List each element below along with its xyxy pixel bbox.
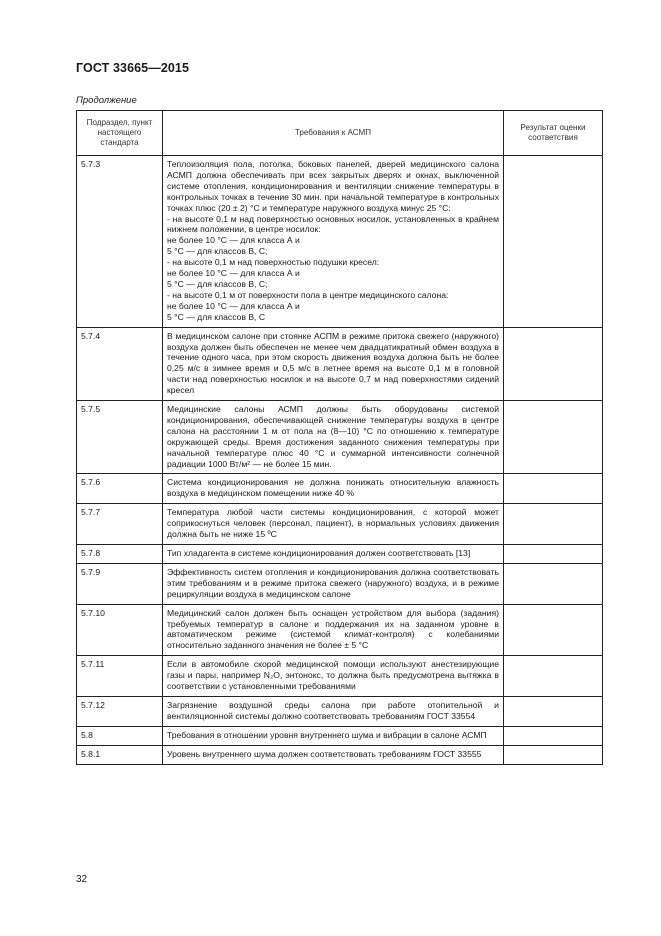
header-result: Результат оценки соответствия: [504, 111, 603, 156]
requirement-line: Тип хладагента в системе кондиционирования должен соответствовать [13]: [167, 548, 471, 558]
requirement-line: не более 10 °С — для класса А и: [167, 235, 300, 246]
requirement-line: Уровень внутреннего шума должен соответствовать требованиям ГОСТ 33555: [167, 748, 482, 759]
table-body: [77, 156, 603, 765]
document-title: ГОСТ 33665—2015: [76, 61, 190, 75]
assessment-result-cell: [504, 726, 603, 745]
table-row: [77, 726, 603, 745]
page-number: 32: [76, 874, 88, 885]
table-row: [77, 545, 603, 564]
assessment-result-cell: [504, 696, 603, 726]
section-number: 5.7.3: [77, 156, 163, 328]
assessment-result-cell: [504, 474, 603, 504]
assessment-result-cell: [504, 604, 603, 656]
section-number: 5.8: [77, 726, 163, 745]
requirement-line: В медицинском салоне при стоянке АСПМ в режиме притока свежего (наружного) воздуха должен быть обеспечен не менее чем двадцатикратный обмен воздуха в течение одного часа, при этом скорость движения воздуха должна быть не более 0,25 м/с в зимнее время и 0,5 м/с в летнее время на высоте 0,1 м в головной части над поверхностью носилок и на высоте 0,7 м над поверхностями сидений кресел: [167, 330, 499, 396]
requirement-line: Загрязнение воздушной среды салона при работе отопительной и вентиляционной системы должно соответствовать требованиям ГОСТ 33554: [167, 699, 499, 721]
requirement-text: [163, 401, 504, 474]
requirement-line: Температура любой части системы кондиционирования, с которой может соприкоснуться человек (персонал, пациент), в нормальных условиях движения должна быть не ниже 15 ºС: [167, 507, 499, 540]
requirement-line: Если в автомобиле скорой медицинской помощи используют анестезирующие газы и пары, например N₂O, энтонокс, то должна быть предусмотрена вытяжка в соответствии с установленными требованиями: [167, 659, 499, 692]
requirement-text: [163, 474, 504, 504]
header-requirements: Требования к АСМП: [163, 111, 504, 156]
section-number: 5.7.9: [77, 563, 163, 604]
assessment-result-cell: [504, 745, 603, 764]
table-row: [77, 745, 603, 764]
requirement-text: [163, 545, 504, 564]
assessment-result-cell: [504, 401, 603, 474]
section-number: 5.7.10: [77, 604, 163, 656]
table-header-row: [77, 111, 603, 156]
requirement-line: Требования в отношении уровня внутреннего шума и вибрации в салоне АСМП: [167, 729, 487, 740]
requirement-text: [163, 696, 504, 726]
requirement-text: [163, 563, 504, 604]
requirements-table: [76, 110, 603, 765]
assessment-result-cell: [504, 504, 603, 545]
requirement-text: [163, 327, 504, 400]
table-row: [77, 656, 603, 697]
section-number: 5.7.5: [77, 401, 163, 474]
requirement-line: - на высоте 0,1 м над поверхностью основных носилок, установленных в крайнем нижнем положении, в центре носилок:: [167, 213, 499, 235]
table-row: [77, 156, 603, 328]
section-number: 5.8.1: [77, 745, 163, 764]
assessment-result-cell: [504, 545, 603, 564]
section-number: 5.7.7: [77, 504, 163, 545]
requirement-line: не более 10 °С — для класса А и: [167, 300, 300, 311]
assessment-result-cell: [504, 563, 603, 604]
requirement-line: не более 10 °С — для класса А и: [167, 268, 300, 279]
requirement-line: - на высоте 0,1 м от поверхности пола в центре медицинского салона:: [167, 289, 449, 300]
section-number: 5.7.12: [77, 696, 163, 726]
requirement-line: Система кондиционирования не должна понижать относительную влажность воздуха в медицинском помещении ниже 40 %: [167, 477, 499, 499]
table-row: [77, 696, 603, 726]
requirement-line: Медицинские салоны АСМП должны быть оборудованы системой кондиционирования, обеспечивающей снижение температуры воздуха в центре салона на расстоянии 1 м от пола на (8—10) °С по отношению к температуре окружающей среды. Время достижения заданного снижения температуры при начальной температуре плюс 40 °С и суммарной интенсивности солнечной радиации 1000 Вт/м² — не более 15 мин.: [167, 404, 499, 469]
table-row: [77, 604, 603, 656]
table-row: [77, 504, 603, 545]
section-number: 5.7.4: [77, 327, 163, 400]
continuation-label: Продолжение: [76, 95, 137, 106]
assessment-result-cell: [504, 156, 603, 328]
requirement-text: [163, 156, 504, 328]
requirement-text: [163, 504, 504, 545]
requirement-text: [163, 726, 504, 745]
requirement-line: Медицинский салон должен быть оснащен устройством для выбора (задания) требуемых температур в салоне и поддержания их на заданном уровне в автоматическом режиме (системой климат-контроля) с колебаниями относительно заданного значения не более ± 5 °С: [167, 607, 499, 651]
requirement-line: Теплоизоляция пола, потолка, боковых панелей, дверей медицинского салона АСМП должна обеспечивать при всех закрытых дверях и окнах, выключенной системе отопления, кондиционирования и вентиляции снижение температуры в контрольных точках в течение 30 мин. при начальной температуре в контрольных точках плюс (20 ± 2) °С и температуре наружного воздуха минус 25 °С:: [167, 159, 499, 213]
requirement-text: [163, 745, 504, 764]
requirement-line: 5 °С — для классов В, С: [167, 311, 266, 322]
requirement-line: - на высоте 0,1 м над поверхностью подушки кресел:: [167, 257, 380, 268]
table-row: [77, 401, 603, 474]
section-number: 5.7.6: [77, 474, 163, 504]
requirement-text: [163, 656, 504, 697]
table-row: [77, 327, 603, 400]
table-row: [77, 474, 603, 504]
section-number: 5.7.11: [77, 656, 163, 697]
assessment-result-cell: [504, 656, 603, 697]
table-row: [77, 563, 603, 604]
section-number: 5.7.8: [77, 545, 163, 564]
requirement-line: Эффективность систем отопления и кондиционирования должна соответствовать этим требованиям и в режиме притока свежего (наружного) воздуха, и в режиме рециркуляции воздуха в медицинском салоне: [167, 566, 499, 599]
requirement-line: 5 °С — для классов В, С;: [167, 278, 268, 289]
assessment-result-cell: [504, 327, 603, 400]
requirement-line: 5 °С — для классов В, С;: [167, 246, 268, 257]
header-section: Подраздел, пункт настоящего стандарта: [77, 111, 163, 156]
requirement-text: [163, 604, 504, 656]
